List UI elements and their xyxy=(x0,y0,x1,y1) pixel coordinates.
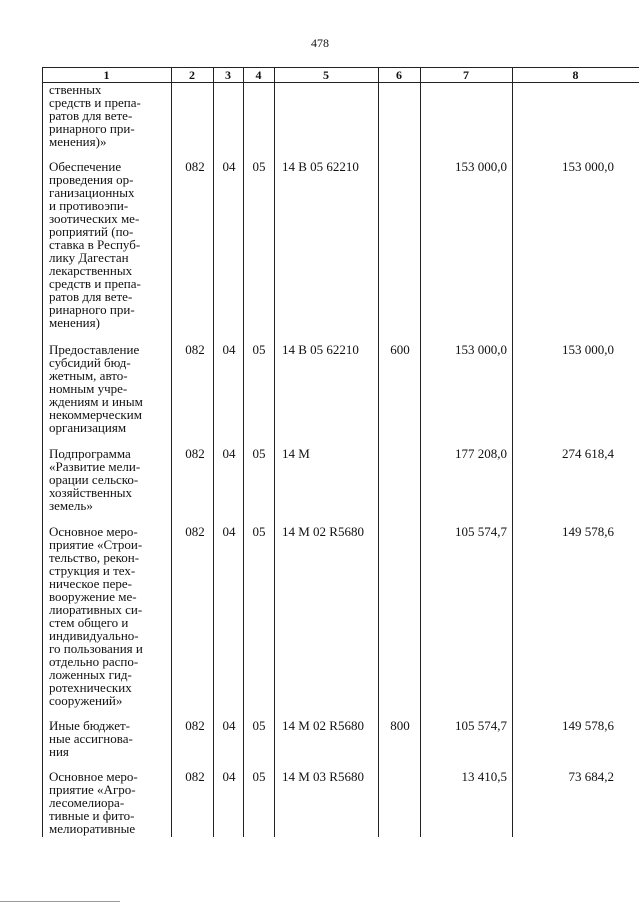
row-description: Предоставление субсидий бюд- жетным, авто- номным учре- ждениям и иным некоммерческим организациям xyxy=(49,342,143,435)
column-header: 7 xyxy=(463,68,469,82)
expense-type-code: 800 xyxy=(390,718,410,733)
row-description: Иные бюджет- ные ассигнова- ния xyxy=(49,718,133,759)
budget-table xyxy=(42,67,639,837)
target-article-code: 14 M 02 R5680 xyxy=(282,718,364,733)
section-code: 04 xyxy=(222,446,236,461)
section-code: 04 xyxy=(222,718,236,733)
grbs-code: 082 xyxy=(185,524,205,539)
expense-type-code: 600 xyxy=(390,342,410,357)
target-article-code: 14 M 03 R5680 xyxy=(282,769,364,784)
section-code: 04 xyxy=(222,524,236,539)
column-header: 1 xyxy=(103,68,110,82)
column-header: 8 xyxy=(572,68,579,82)
column-header: 6 xyxy=(396,68,402,82)
target-article-code: 14 M xyxy=(282,446,310,461)
amount-col7: 105 574,7 xyxy=(455,718,507,733)
column-rule xyxy=(213,67,214,837)
subsection-code: 05 xyxy=(252,159,266,174)
column-rule xyxy=(274,67,275,837)
scan-edge-line xyxy=(0,901,120,902)
amount-col8: 153 000,0 xyxy=(562,342,614,357)
column-header: 4 xyxy=(255,68,262,82)
section-code: 04 xyxy=(222,159,236,174)
subsection-code: 05 xyxy=(252,718,266,733)
amount-col7: 177 208,0 xyxy=(455,446,507,461)
amount-col8: 149 578,6 xyxy=(562,524,614,539)
subsection-code: 05 xyxy=(252,342,266,357)
column-header: 2 xyxy=(189,68,195,82)
column-rule xyxy=(243,67,244,837)
target-article-code: 14 M 02 R5680 xyxy=(282,524,364,539)
section-code: 04 xyxy=(222,342,236,357)
amount-col7: 105 574,7 xyxy=(455,524,507,539)
grbs-code: 082 xyxy=(185,769,205,784)
section-code: 04 xyxy=(222,769,236,784)
row-description: Обеспечение проведения ор- ганизационных и противоэпи- зоотических ме- роприятий (по- ставка в Респуб- лику Дагестан лекарственных средств и препа- ратов для вете- ринарного при- менения) xyxy=(49,159,141,330)
column-rule xyxy=(42,67,43,837)
column-header: 5 xyxy=(323,68,329,82)
amount-col8: 153 000,0 xyxy=(562,159,614,174)
grbs-code: 082 xyxy=(185,446,205,461)
amount-col7: 13 410,5 xyxy=(461,769,507,784)
grbs-code: 082 xyxy=(185,718,205,733)
row-description: Основное меро- приятие «Агро- лесомелиора- тивные и фито- мелиоративные xyxy=(49,769,138,836)
subsection-code: 05 xyxy=(252,446,266,461)
row-description: ственных средств и препа- ратов для вете- ринарного при- менения)» xyxy=(49,82,141,149)
amount-col8: 73 684,2 xyxy=(568,769,614,784)
grbs-code: 082 xyxy=(185,159,205,174)
grbs-code: 082 xyxy=(185,342,205,357)
column-rule xyxy=(171,67,172,837)
amount-col8: 149 578,6 xyxy=(562,718,614,733)
subsection-code: 05 xyxy=(252,524,266,539)
column-rule xyxy=(420,67,421,837)
subsection-code: 05 xyxy=(252,769,266,784)
page-number: 478 xyxy=(311,36,329,50)
row-description: Подпрограмма «Развитие мели- орации сельско- хозяйственных земель» xyxy=(49,446,141,513)
column-header: 3 xyxy=(225,68,231,82)
row-description: Основное меро- приятие «Строи- тельство, рекон- струкция и тех- ническое пере- вооружение ме- лиоративных си- стем общего и индивидуально- го пользования и отдельно распо- ложенных гид- ротехнических сооружений» xyxy=(49,524,143,708)
amount-col7: 153 000,0 xyxy=(455,342,507,357)
amount-col8: 274 618,4 xyxy=(562,446,614,461)
target-article-code: 14 B 05 62210 xyxy=(282,159,359,174)
amount-col7: 153 000,0 xyxy=(455,159,507,174)
target-article-code: 14 B 05 62210 xyxy=(282,342,359,357)
